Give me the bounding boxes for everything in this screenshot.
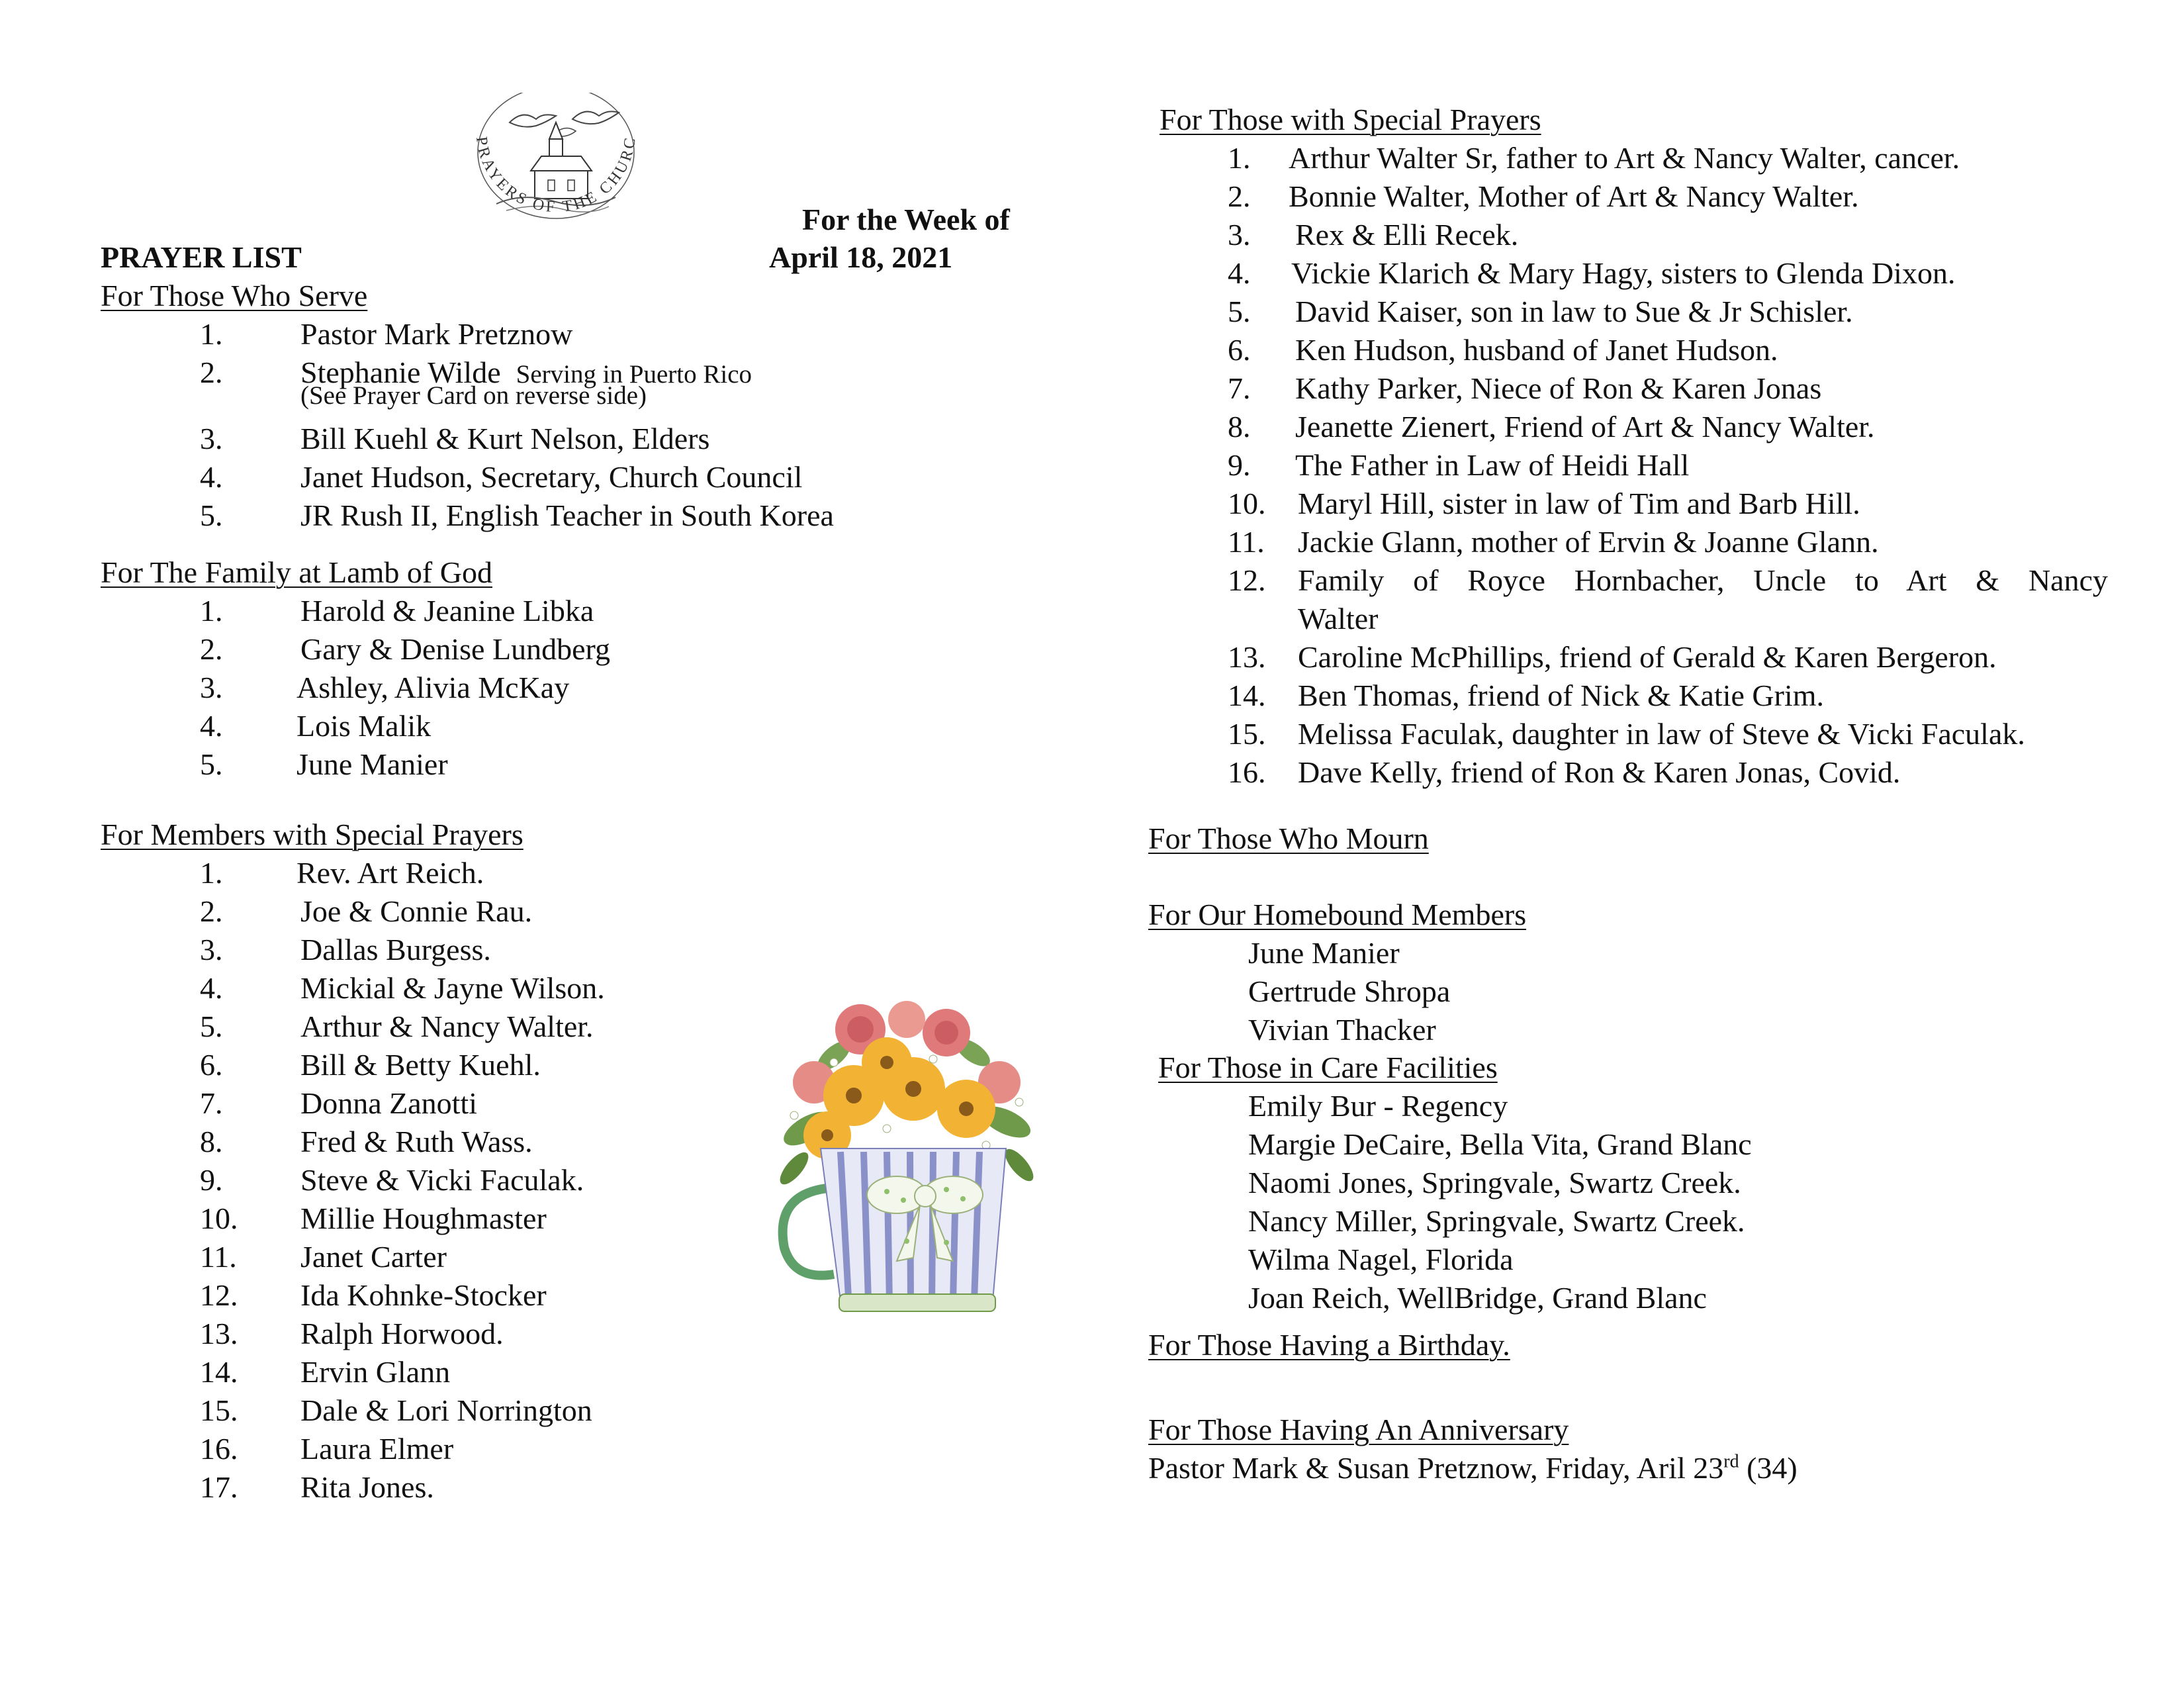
list-item: 7. Kathy Parker, Niece of Ron & Karen Jonas: [1228, 371, 1822, 405]
list-item: 10. Millie Houghmaster: [200, 1201, 547, 1235]
list-item: 10. Maryl Hill, sister in law of Tim and Barb Hill.: [1228, 487, 1860, 520]
list-item: 8. Jeanette Zienert, Friend of Art & Nancy Walter.: [1228, 410, 1875, 444]
list-item: 16. Laura Elmer: [200, 1432, 454, 1466]
list-item: 2. Gary & Denise Lundberg: [200, 632, 610, 666]
week-date: April 18, 2021: [769, 240, 953, 274]
prayer-card-note: (See Prayer Card on reverse side): [300, 381, 647, 410]
list-item: 5. David Kaiser, son in law to Sue & Jr Schisler.: [1228, 295, 1853, 328]
list-item: 13. Ralph Horwood.: [200, 1317, 504, 1350]
list-item: 9. Steve & Vicki Faculak.: [200, 1163, 584, 1197]
list-item: 3. Rex & Elli Recek.: [1228, 218, 1519, 252]
logo-ring-text: PRAYERS OF THE CHURC: [472, 134, 640, 216]
list-item: 13. Caroline McPhillips, friend of Gerald & Karen Bergeron.: [1228, 640, 1997, 674]
section-heading-members: For Members with Special Prayers: [101, 818, 523, 851]
section-heading-homebound: For Our Homebound Members: [1148, 898, 1527, 931]
list-item: Joan Reich, WellBridge, Grand Blanc: [1248, 1281, 1707, 1315]
list-item: 2. Bonnie Walter, Mother of Art & Nancy Walter.: [1228, 179, 1859, 213]
list-item: 12. Ida Kohnke-Stocker: [200, 1278, 547, 1312]
church-logo: [457, 93, 655, 245]
list-item: 8. Fred & Ruth Wass.: [200, 1125, 533, 1158]
list-item: 5. June Manier: [200, 747, 448, 781]
list-item: 3. Ashley, Alivia McKay: [200, 671, 570, 704]
list-item: 11. Jackie Glann, mother of Ervin & Joanne Glann.: [1228, 525, 1879, 559]
flower-pitcher-illustration: [754, 996, 1059, 1321]
section-heading-mourn: For Those Who Mourn: [1148, 821, 1429, 855]
section-heading-birthday: For Those Having a Birthday.: [1148, 1328, 1510, 1362]
list-item-note: [200, 381, 928, 420]
list-item: 5. Arthur & Nancy Walter.: [200, 1009, 594, 1043]
list-item: Wilma Nagel, Florida: [1248, 1243, 1514, 1276]
list-item: 6. Ken Hudson, husband of Janet Hudson.: [1228, 333, 1778, 367]
list-item: 4. Janet Hudson, Secretary, Church Council: [200, 460, 803, 494]
list-item: 14. Ben Thomas, friend of Nick & Katie Grim.: [1228, 679, 1825, 712]
list-item: Emily Bur - Regency: [1248, 1089, 1508, 1123]
list-item: 2. Stephanie Wilde Serving in Puerto Rico: [200, 355, 752, 389]
care-list: [1248, 1087, 1752, 1317]
list-item: 12. Family of Royce Hornbacher, Uncle to Art & Nancy Walter: [1228, 563, 2108, 635]
family-list: [200, 592, 862, 784]
serve-note: Serving in Puerto Rico: [516, 360, 752, 389]
list-item: 9. The Father in Law of Heidi Hall: [1228, 448, 1690, 482]
serve-list: [200, 315, 928, 535]
list-item: 3. Bill Kuehl & Kurt Nelson, Elders: [200, 422, 710, 455]
list-item: 3. Dallas Burgess.: [200, 933, 491, 966]
list-item: June Manier: [1248, 936, 1400, 970]
members-list: [200, 854, 796, 1507]
list-item: 1. Rev. Art Reich.: [200, 856, 484, 890]
list-item: 5. JR Rush II, English Teacher in South Korea: [200, 498, 834, 532]
list-item: 4. Vickie Klarich & Mary Hagy, sisters to Glenda Dixon.: [1228, 256, 1956, 290]
list-item: 11. Janet Carter: [200, 1240, 447, 1274]
list-item: Gertrude Shropa: [1248, 974, 1451, 1008]
list-item: 15. Dale & Lori Norrington: [200, 1393, 592, 1427]
anniversary-entry: Pastor Mark & Susan Pretznow, Friday, Aril 23rd (34): [1148, 1451, 1797, 1485]
section-heading-care: For Those in Care Facilities: [1158, 1051, 1498, 1084]
list-item: 1. Arthur Walter Sr, father to Art & Nancy Walter, cancer.: [1228, 141, 1960, 175]
special-prayers-list: [1228, 139, 2108, 792]
list-item: 14. Ervin Glann: [200, 1355, 451, 1389]
page-title: PRAYER LIST: [101, 240, 302, 274]
list-item: 16. Dave Kelly, friend of Ron & Karen Jonas, Covid.: [1228, 755, 1901, 789]
list-item: Naomi Jones, Springvale, Swartz Creek.: [1248, 1166, 1741, 1199]
list-item: 7. Donna Zanotti: [200, 1086, 477, 1120]
homebound-list: [1248, 934, 1450, 1049]
list-item: 1. Pastor Mark Pretznow: [200, 317, 573, 351]
week-label: For the Week of: [802, 203, 1010, 236]
list-item: 2. Joe & Connie Rau.: [200, 894, 533, 928]
section-heading-serve: For Those Who Serve: [101, 279, 368, 312]
section-heading-family: For The Family at Lamb of God: [101, 555, 492, 589]
section-heading-anniversary: For Those Having An Anniversary: [1148, 1413, 1569, 1446]
list-item: Margie DeCaire, Bella Vita, Grand Blanc: [1248, 1127, 1752, 1161]
list-item: 15. Melissa Faculak, daughter in law of Steve & Vicki Faculak.: [1228, 717, 2025, 751]
list-item: 17. Rita Jones.: [200, 1470, 434, 1504]
list-item: 4. Mickial & Jayne Wilson.: [200, 971, 605, 1005]
list-item: Nancy Miller, Springvale, Swartz Creek.: [1248, 1204, 1745, 1238]
list-item: Vivian Thacker: [1248, 1013, 1436, 1047]
church-doves-icon: [457, 93, 655, 245]
list-item: 1. Harold & Jeanine Libka: [200, 594, 594, 628]
list-item: 6. Bill & Betty Kuehl.: [200, 1048, 541, 1082]
list-item: 4. Lois Malik: [200, 709, 432, 743]
section-heading-special-prayers: For Those with Special Prayers: [1160, 103, 1541, 136]
